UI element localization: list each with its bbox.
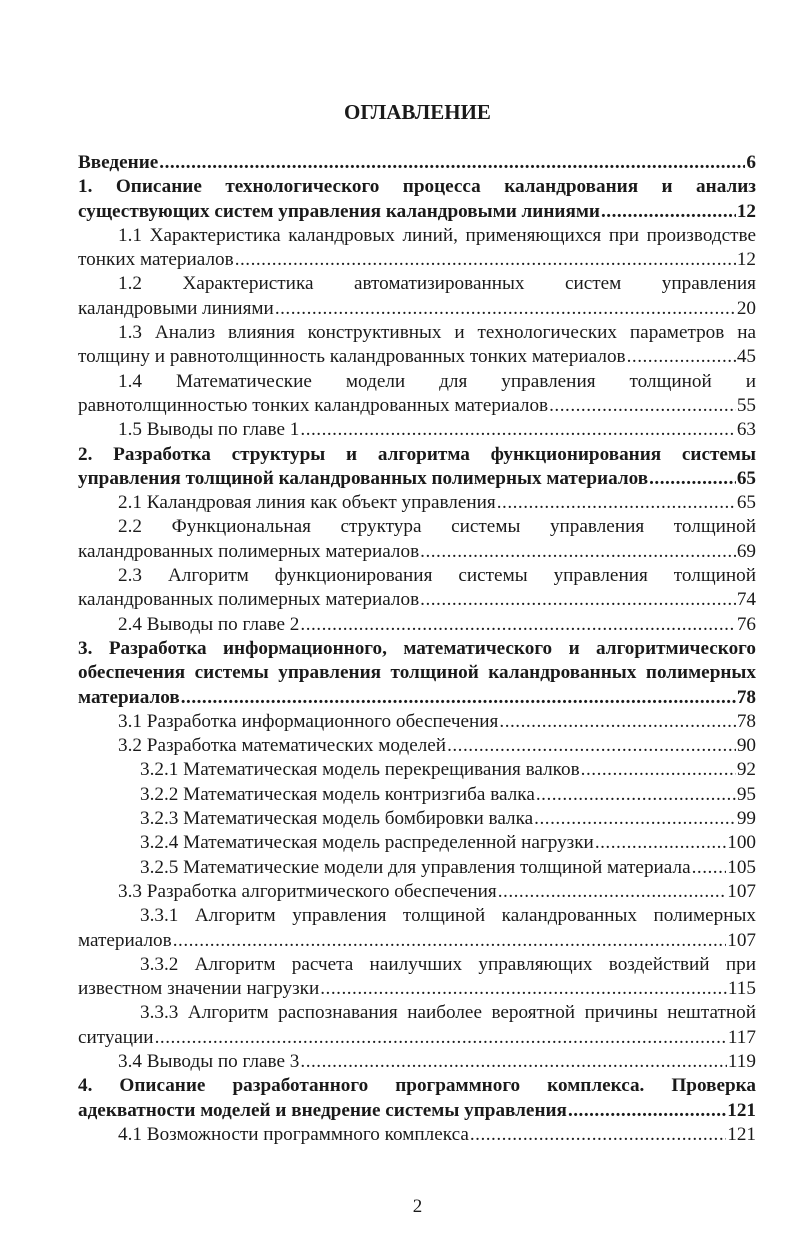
dot-leader xyxy=(534,807,736,831)
dot-leader xyxy=(173,929,727,953)
toc-entry-s3-3-1[interactable] xyxy=(78,904,756,953)
toc-entry-ch3[interactable] xyxy=(78,637,756,710)
toc-entry-title: ситуации xyxy=(78,1026,154,1048)
toc-entry-title: 3.2.3 Математическая модель бомбировки валка xyxy=(140,808,534,830)
toc-entry-s3-3[interactable] xyxy=(78,880,756,904)
toc-entry-s3-1[interactable] xyxy=(78,710,756,734)
dot-leader xyxy=(649,467,736,491)
toc-entry-title: известном значении нагрузки xyxy=(78,978,320,1000)
dot-leader xyxy=(498,880,726,904)
toc-entry-title: 3.2.2 Математическая модель контризгиба валка xyxy=(140,783,535,805)
dot-leader xyxy=(181,686,736,710)
toc-entry-s3-3-2[interactable] xyxy=(78,953,756,1002)
toc-entry-s1-5[interactable] xyxy=(78,418,756,442)
toc-entry-title: каландрованных полимерных материалов xyxy=(78,589,420,611)
toc-entry-line: 4. Описание разработанного программного комплекса. Проверка xyxy=(78,1075,756,1097)
toc-entry-s1-1[interactable] xyxy=(78,224,756,273)
toc-entry-s1-2[interactable] xyxy=(78,272,756,321)
toc-entry-line: 1.3 Анализ влияния конструктивных и технологических параметров на xyxy=(118,322,756,344)
toc-entry-title: 1.5 Выводы по главе 1 xyxy=(118,419,300,441)
toc-entry-line: 1. Описание технологического процесса каландрования и анализ xyxy=(78,176,756,198)
toc-entry-line: 2. Разработка структуры и алгоритма функционирования системы xyxy=(78,443,756,465)
toc-entry-title: адекватности моделей и внедрение системы управления xyxy=(78,1099,567,1121)
toc-page-number: 74 xyxy=(736,589,756,611)
toc-page-number: 12 xyxy=(736,200,756,222)
toc-entry-title: 3.4 Выводы по главе 3 xyxy=(118,1050,300,1072)
toc-entry-s3-2-3[interactable] xyxy=(78,807,756,831)
toc-page-number: 121 xyxy=(727,1099,756,1121)
dot-leader xyxy=(447,734,736,758)
toc-entry-ch2[interactable] xyxy=(78,443,756,492)
toc-page-number: 95 xyxy=(736,783,756,805)
toc-entry-s2-1[interactable] xyxy=(78,491,756,515)
toc-page-number: 117 xyxy=(727,1026,756,1048)
toc-page-number: 99 xyxy=(736,808,756,830)
toc-entry-title: толщину и равнотолщинность каландрованных тонких материалов xyxy=(78,346,626,368)
toc-entry-ch1[interactable] xyxy=(78,175,756,224)
dot-leader xyxy=(627,345,736,369)
toc-entry-s1-3[interactable] xyxy=(78,321,756,370)
toc-entry-title: существующих систем управления каландровыми линиями xyxy=(78,200,600,222)
toc-page-number: 55 xyxy=(736,394,756,416)
dot-leader xyxy=(300,1050,727,1074)
dot-leader xyxy=(300,418,735,442)
toc-entry-title: управления толщиной каландрованных полимерных материалов xyxy=(78,467,649,489)
toc-entry-line: 1.1 Характеристика каландровых линий, применяющихся при производстве xyxy=(118,224,756,246)
toc-entry-line: 3.3.2 Алгоритм расчета наилучших управляющих воздействий при xyxy=(140,953,756,975)
toc-entry-s3-2-5[interactable] xyxy=(78,856,756,880)
toc-page-number: 100 xyxy=(727,832,756,854)
toc-entry-s3-2-4[interactable] xyxy=(78,831,756,855)
toc-entry-s1-4[interactable] xyxy=(78,370,756,419)
toc-page-number: 65 xyxy=(736,492,756,514)
toc-entry-title: 2.4 Выводы по главе 2 xyxy=(118,613,300,635)
dot-leader xyxy=(420,540,736,564)
toc-entry-line: 3.3.3 Алгоритм распознавания наиболее вероятной причины нештатной xyxy=(140,1002,756,1024)
dot-leader xyxy=(581,758,736,782)
toc-entry-title: 2.1 Каландровая линия как объект управления xyxy=(118,492,496,514)
toc-entry-title: материалов xyxy=(78,929,172,951)
toc-entry-s3-2-2[interactable] xyxy=(78,783,756,807)
dot-leader xyxy=(536,783,736,807)
toc-page-number: 65 xyxy=(736,467,756,489)
page-title: ОГЛАВЛЕНИЕ xyxy=(344,100,491,124)
toc-entry-title: каландрованных полимерных материалов xyxy=(78,540,420,562)
dot-leader xyxy=(300,613,735,637)
toc-page-number: 78 xyxy=(736,686,756,708)
toc-page-number: 6 xyxy=(746,152,756,173)
toc-page-number: 63 xyxy=(736,419,756,441)
dot-leader xyxy=(155,1026,727,1050)
toc-entry-title: 3.1 Разработка информационного обеспечения xyxy=(118,710,499,732)
dot-leader xyxy=(595,831,726,855)
page-number: 2 xyxy=(412,1196,423,1217)
toc-entry-s3-2-1[interactable] xyxy=(78,758,756,782)
toc-entry-line: 1.4 Математические модели для управления толщиной и xyxy=(118,370,756,392)
toc-entry-intro[interactable] xyxy=(78,151,756,175)
toc-entry-title: 3.2.4 Математическая модель распределенной нагрузки xyxy=(140,832,594,854)
dot-leader xyxy=(692,856,727,880)
toc-entry-title: 3.2.5 Математические модели для управления толщиной материала xyxy=(140,856,691,878)
toc-entry-title: каландровыми линиями xyxy=(78,297,274,319)
toc-entry-line: 1.2 Характеристика автоматизированных систем управления xyxy=(118,273,756,295)
toc-page-number: 12 xyxy=(736,249,756,271)
toc-page-number: 107 xyxy=(727,880,756,902)
dot-leader xyxy=(275,297,736,321)
toc-page-number: 78 xyxy=(736,710,756,732)
toc-entry-line: 2.2 Функциональная структура системы управления толщиной xyxy=(118,516,756,538)
dot-leader xyxy=(601,200,736,224)
toc-page-number: 115 xyxy=(727,978,756,1000)
toc-page-number: 121 xyxy=(727,1123,756,1145)
toc-entry-s2-4[interactable] xyxy=(78,613,756,637)
toc-entry-s3-2[interactable] xyxy=(78,734,756,758)
table-of-contents xyxy=(78,151,756,1147)
toc-entry-title: 3.2.1 Математическая модель перекрещивания валков xyxy=(140,759,580,781)
toc-entry-line: 3.3.1 Алгоритм управления толщиной каландрованных полимерных xyxy=(140,905,756,927)
toc-page-number: 107 xyxy=(727,929,756,951)
toc-entry-title: материалов xyxy=(78,686,180,708)
toc-entry-line: 3. Разработка информационного, математического и алгоритмического xyxy=(78,637,756,659)
dot-leader xyxy=(549,394,736,418)
toc-page-number: 20 xyxy=(736,297,756,319)
dot-leader xyxy=(470,1123,726,1147)
toc-page-number: 45 xyxy=(736,346,756,368)
toc-page-number: 76 xyxy=(736,613,756,635)
toc-entry-s4-1[interactable] xyxy=(78,1123,756,1147)
dot-leader xyxy=(497,491,736,515)
toc-entry-line: 2.3 Алгоритм функционирования системы управления толщиной xyxy=(118,565,756,587)
toc-entry-s2-2[interactable] xyxy=(78,515,756,564)
toc-page-number: 90 xyxy=(736,735,756,757)
toc-entry-s3-3-3[interactable] xyxy=(78,1001,756,1050)
dot-leader xyxy=(499,710,735,734)
toc-page-number: 105 xyxy=(727,856,756,878)
toc-entry-title: 4.1 Возможности программного комплекса xyxy=(118,1123,469,1145)
dot-leader xyxy=(420,588,736,612)
toc-entry-title: Введение xyxy=(78,152,159,173)
toc-entry-title: 3.2 Разработка математических моделей xyxy=(118,735,447,757)
toc-entry-s3-4[interactable] xyxy=(78,1050,756,1074)
toc-entry-line: обеспечения системы управления толщиной каландрованных полимерных xyxy=(78,662,756,684)
toc-entry-title: тонких материалов xyxy=(78,249,234,271)
toc-page-number: 92 xyxy=(736,759,756,781)
dot-leader xyxy=(235,248,736,272)
toc-entry-title: равнотолщинностью тонких каландрованных материалов xyxy=(78,394,549,416)
toc-page-number: 119 xyxy=(727,1050,756,1072)
toc-page-number: 69 xyxy=(736,540,756,562)
dot-leader xyxy=(568,1099,726,1123)
toc-entry-s2-3[interactable] xyxy=(78,564,756,613)
toc-entry-title: 3.3 Разработка алгоритмического обеспечения xyxy=(118,880,497,902)
toc-entry-ch4[interactable] xyxy=(78,1074,756,1123)
dot-leader xyxy=(320,977,727,1001)
dot-leader xyxy=(159,151,745,175)
